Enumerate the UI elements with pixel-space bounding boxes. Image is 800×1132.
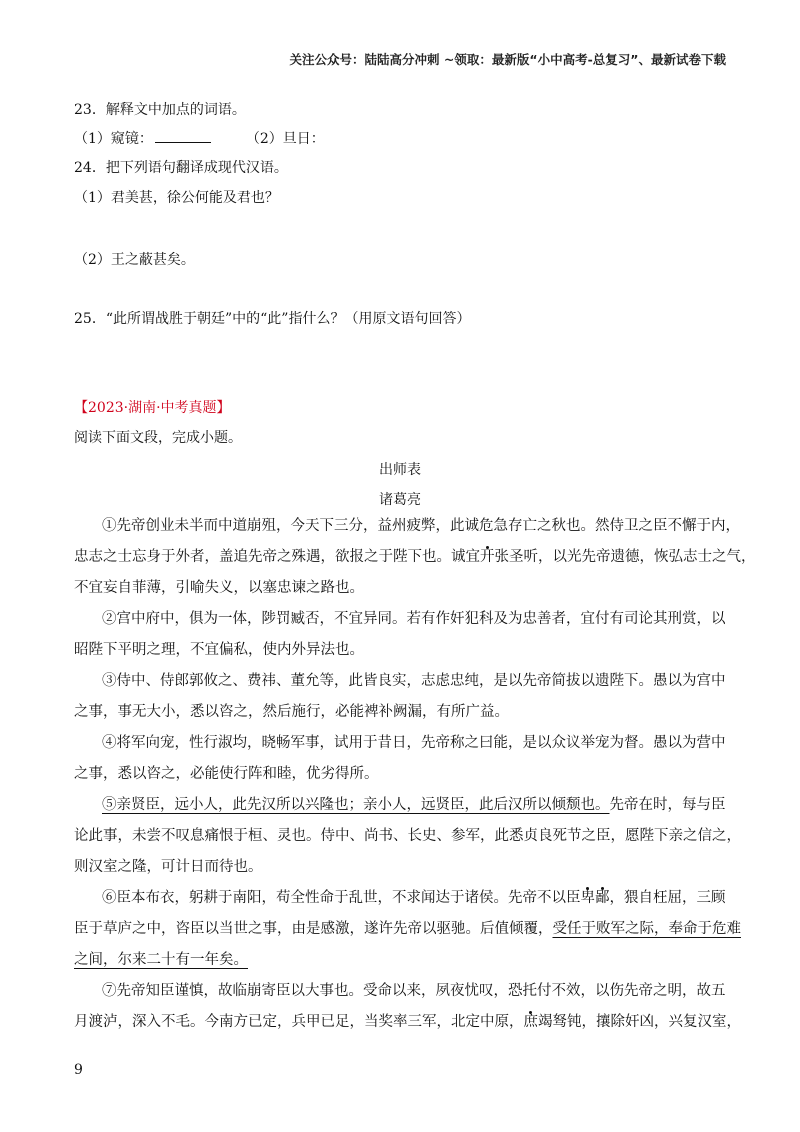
p6-row1a: ⑥臣本布衣，躬耕于南阳，苟全性命于乱世，不求闻达于诸侯。先帝不以臣	[102, 890, 581, 906]
question-23-parts	[74, 128, 325, 149]
p5-row1b: 先帝在时，每与臣	[609, 797, 726, 813]
p7-row2b: 竭驽钝，攘除奸凶，兴复汉室，	[538, 1014, 741, 1030]
dotted-word-bei: 卑	[580, 890, 595, 906]
p4-row2: 之事，悉以咨之，必能使行阵和睦，优劣得所。	[74, 766, 379, 782]
question-24-1: （1）君美甚，徐公何能及君也？	[74, 190, 279, 206]
question-25: 25．“此所谓战胜于朝廷”中的“此”指什么？（用原文语句回答）	[74, 311, 471, 327]
underlined-sentence-5: ⑤亲贤臣，远小人，此先汉所以兴隆也；亲小人，远贤臣，此后汉所以倾颓也。	[102, 797, 610, 813]
p3-row2: 之事，事无大小，悉以咨之，然后施行，必能裨补阙漏，有所广益。	[74, 704, 509, 720]
underlined-sentence-6a: 受任于败军之际，奉命于危难	[552, 921, 741, 937]
p6-row1b: ，猥自枉屈，三顾	[609, 890, 726, 906]
dotted-word-bi: 鄙	[595, 890, 610, 906]
text-author: 诸葛亮	[379, 492, 421, 508]
paragraph-5	[74, 790, 726, 821]
page-number: 9	[74, 1062, 83, 1078]
p1-row2b: 张圣听，以光先帝遗德，恢弘志士之气，	[494, 549, 756, 565]
text-title: 出师表	[379, 462, 421, 478]
instruction: 阅读下面文段，完成小题。	[74, 430, 242, 446]
question-23-2: （2）旦日：	[245, 131, 325, 147]
passage	[74, 511, 756, 1038]
p1-row2a: 忠志之士忘身于外者，盖追先帝之殊遇，欲报之于陛下也。诚宜	[74, 549, 480, 565]
paragraph-1	[74, 511, 740, 542]
p7-row2	[74, 1007, 741, 1038]
p6-row3	[74, 945, 726, 976]
underlined-sentence-6b: 之间，尔来二十有一年矣。	[74, 952, 248, 968]
p7-row2a: 月渡泸，深入不毛。今南方已定，兵甲已足，当奖率三军，北定中原，	[74, 1014, 524, 1030]
page-header: 关注公众号：陆陆高分冲刺 ~领取：最新版“小中高考-总复习”、最新试卷下载	[289, 52, 726, 67]
paragraph-7: ⑦先帝知臣谨慎，故临崩寄臣以大事也。受命以来，夙夜忧叹，恐托付不效，以伤先帝之明，故五	[102, 983, 726, 999]
question-24: 24．把下列语句翻译成现代汉语。	[74, 160, 288, 176]
p5-row2: 论此事，未尝不叹息痛恨于桓、灵也。侍中、尚书、长史、参军，此悉贞良死节之臣，愿陛下亲之信之，	[74, 828, 741, 844]
p6-row2a: 臣于草庐之中，咨臣以当世之事，由是感激，遂许先帝以驱驰。后值倾覆，	[74, 921, 553, 937]
dotted-word-kai: 开	[480, 549, 495, 565]
dotted-word-shu: 庶	[523, 1014, 538, 1030]
question-23-1: （1）窥镜：	[74, 131, 153, 147]
paragraph-2: ②宫中府中，俱为一体，陟罚臧否，不宜异同。若有作奸犯科及为忠善者，宜付有司论其刑赏，以	[102, 611, 726, 627]
p1-row2	[74, 542, 756, 573]
question-24-2: （2）王之蔽甚矣。	[74, 252, 195, 268]
source-tag: 【2023·湖南·中考真题】	[74, 400, 231, 416]
paragraph-4: ④将军向宠，性行淑均，晓畅军事，试用于昔日，先帝称之曰能，是以众议举宠为督。愚以为营中	[102, 735, 726, 751]
p5-row3: 则汉室之隆，可计日而待也。	[74, 859, 263, 875]
p6-row2	[74, 914, 741, 945]
paragraph-6	[74, 883, 726, 914]
p1-row3: 不宜妄自菲薄，引喻失义，以塞忠谏之路也。	[74, 580, 364, 596]
p1-row1: ①先帝创业未半而中道崩殂，今天下三分，益州疲弊，此诚危急存亡之秋也。然侍卫之臣不懈于内，	[102, 518, 740, 534]
question-23: 23．解释文中加点的词语。	[74, 102, 246, 118]
answer-blank[interactable]	[155, 128, 211, 143]
paragraph-3: ③侍中、侍郎郭攸之、费祎、董允等，此皆良实，志虑忠纯，是以先帝简拔以遗陛下。愚以为宫中	[102, 673, 726, 689]
p2-row2: 昭陛下平明之理，不宜偏私，使内外异法也。	[74, 642, 364, 658]
